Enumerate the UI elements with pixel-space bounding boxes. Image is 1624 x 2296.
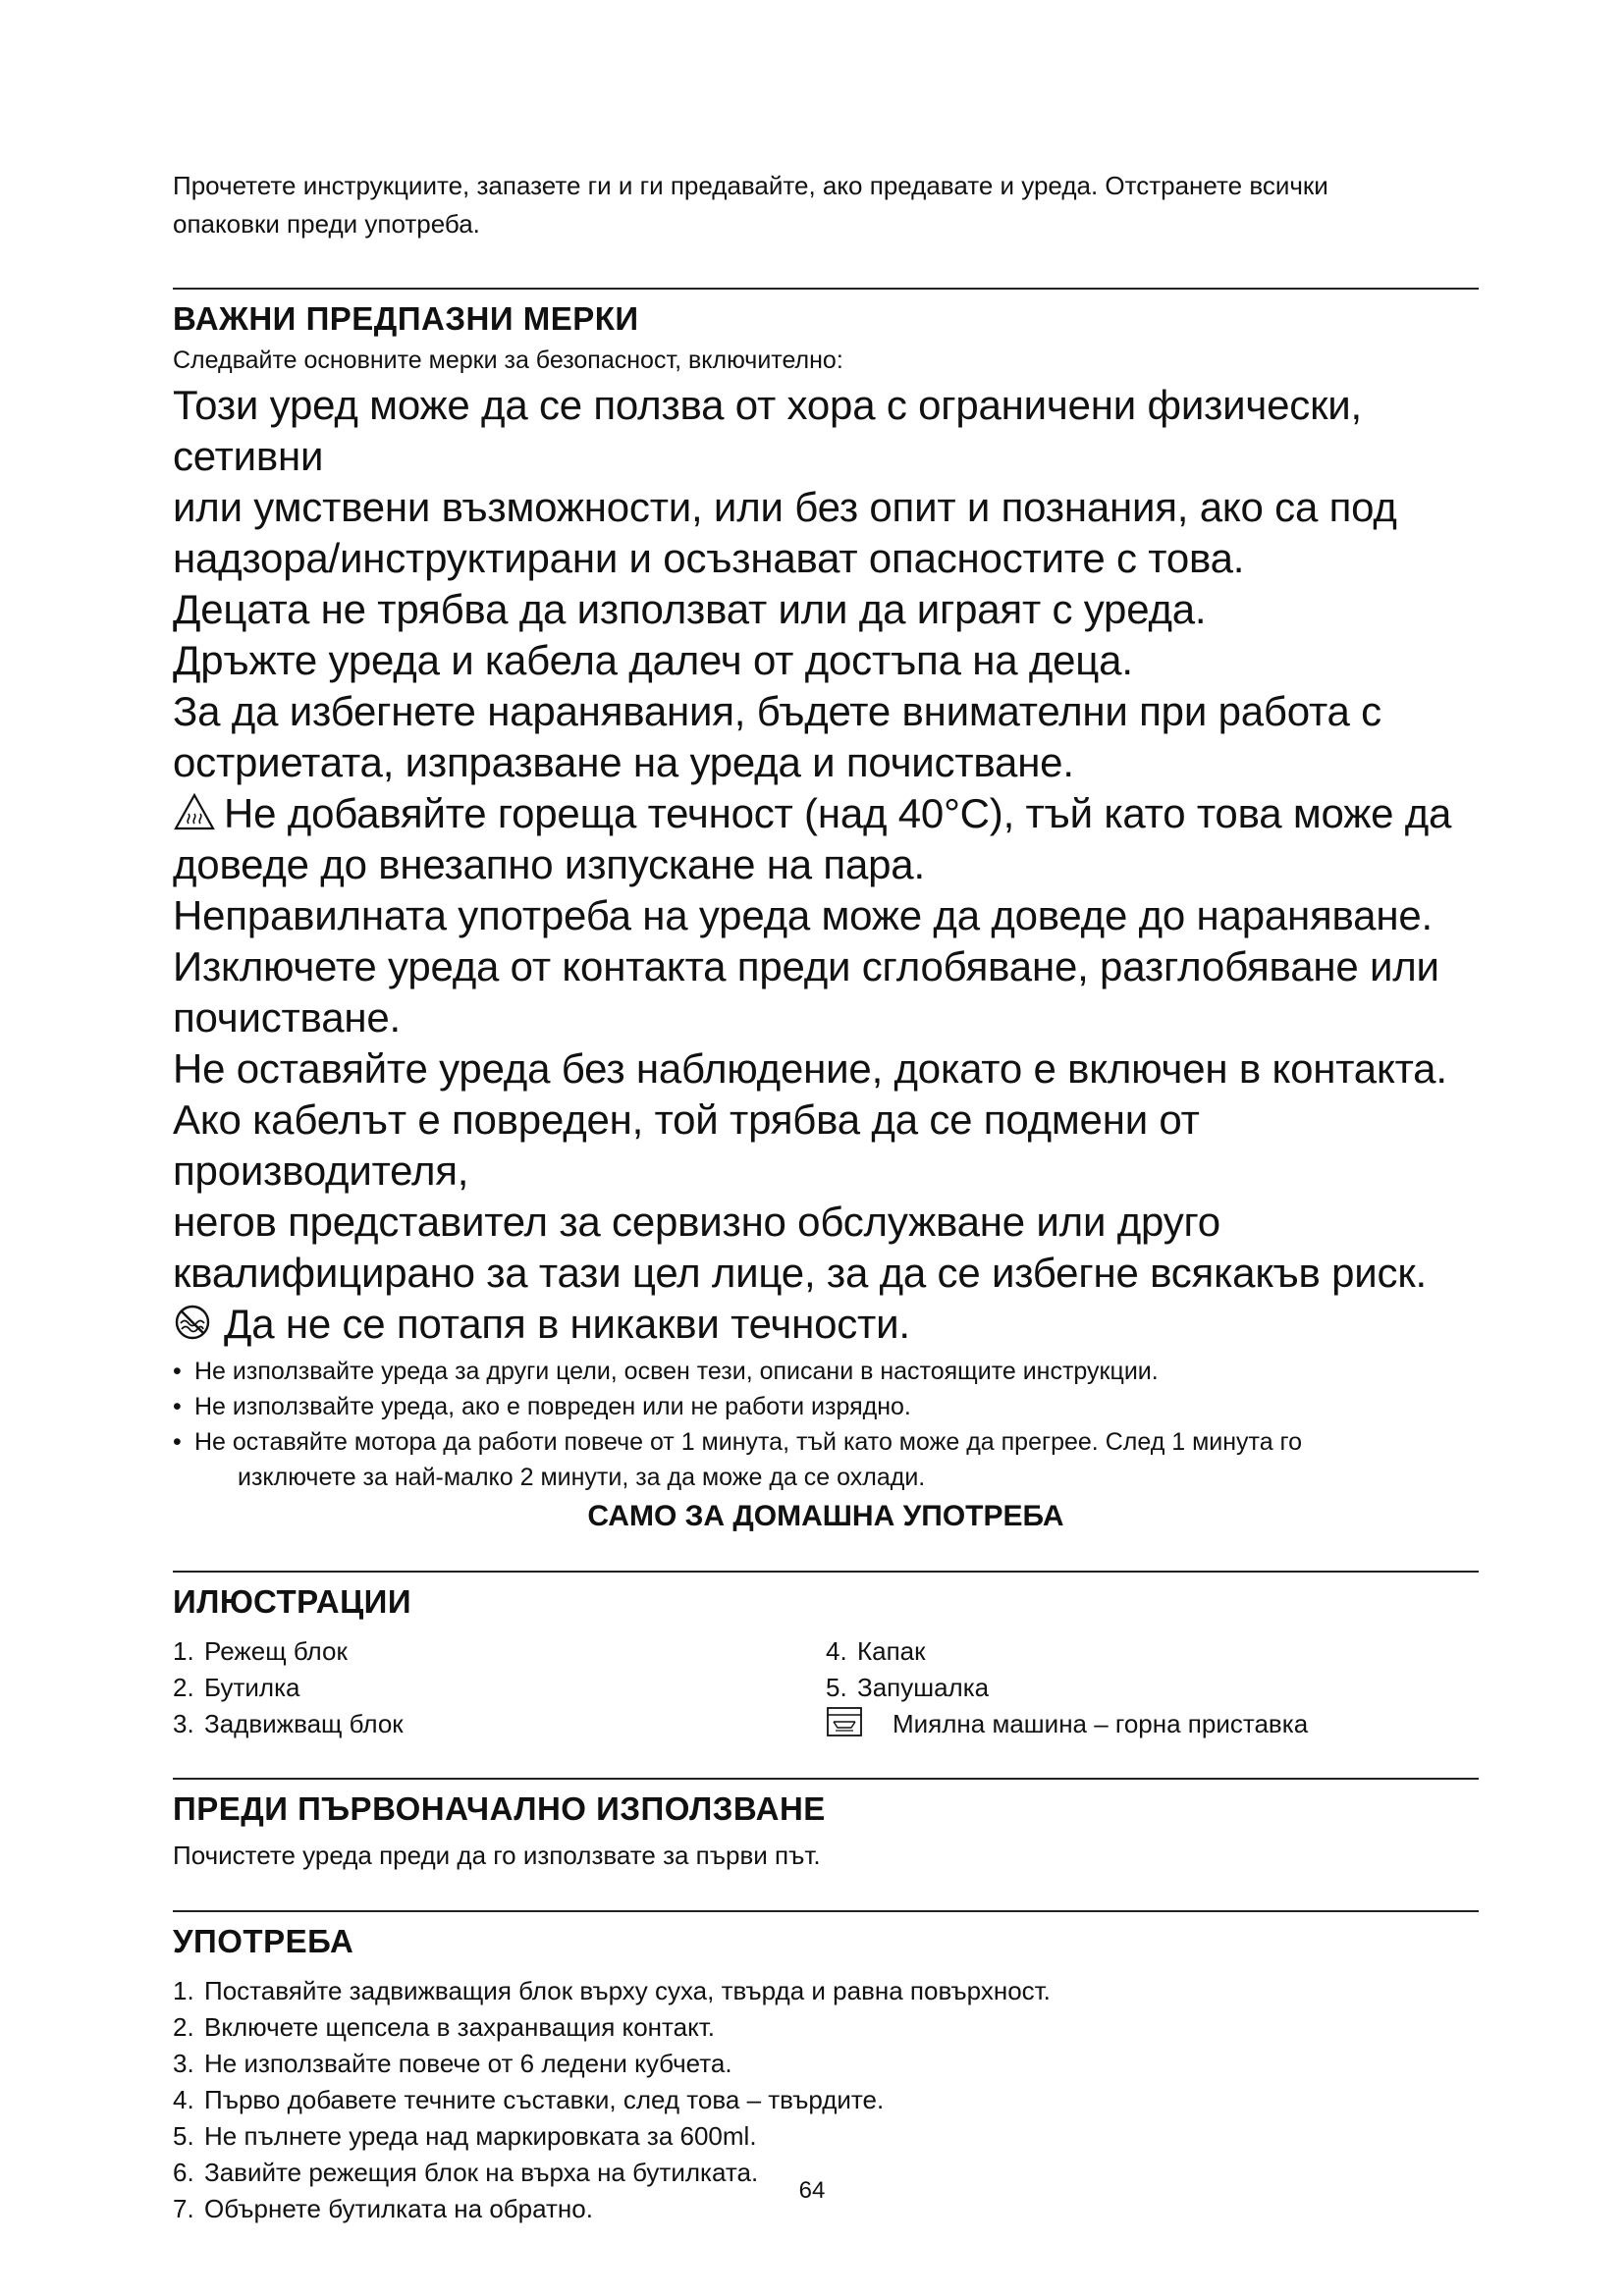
section-divider <box>173 1571 1479 1573</box>
warning-line: Децата не трябва да използват или да играят с уреда. <box>173 586 1207 632</box>
illustrations-heading: ИЛЮСТРАЦИИ <box>173 1583 412 1620</box>
list-item <box>173 2009 1479 2046</box>
list-item: • Не оставяйте мотора да работи повече от 1 минута, тъй като може да прегрее. След 1 минута го <box>173 1424 1479 1460</box>
step-text: Първо добавете течните съставки, след това – твърдите. <box>204 2085 885 2114</box>
list-item <box>173 1633 826 1670</box>
warning-line: или умствени възможности, или без опит и познания, ако са под <box>173 484 1397 530</box>
page-number: 64 <box>798 2177 826 2204</box>
step-number: 1. <box>173 1976 194 2005</box>
step-text: Поставяйте задвижващия блок върху суха, твърда и равна повърхност. <box>204 1976 1051 2005</box>
section-divider <box>173 1910 1479 1912</box>
intro-paragraph <box>173 167 1479 243</box>
item-label: Бутилка <box>204 1673 300 1702</box>
warning-line: Този уред може да се ползва от хора с ограничени физически, сетивни <box>173 382 1362 479</box>
warning-line: почистване. <box>173 994 401 1041</box>
safety-subtitle: Следвайте основните мерки за безопасност, включително: <box>173 347 843 374</box>
warning-line: надзора/инструктирани и осъзнават опасностите с това. <box>173 535 1245 581</box>
intro-line: Прочетете инструкциите, запазете ги и ги предавайте, ако предавате и уреда. Отстранете всички <box>173 171 1328 200</box>
list-item-continuation: изключете за най-малко 2 минути, за да може да се охлади. <box>238 1464 926 1491</box>
illustrations-list <box>173 1633 1479 1742</box>
section-divider <box>173 288 1479 290</box>
list-item <box>173 2082 1479 2118</box>
document-page <box>173 167 1479 2227</box>
warning-line: Не оставяйте уреда без наблюдение, докато е включен в контакта. <box>173 1045 1447 1092</box>
step-text: Обърнете бутилката на обратно. <box>204 2194 593 2223</box>
dishwasher-note <box>826 1706 1479 1742</box>
step-text: Включете щепсела в захранващия контакт. <box>204 2012 716 2042</box>
step-text: Не пълнете уреда над маркировката за 600ml. <box>204 2121 757 2151</box>
step-number: 7. <box>173 2194 194 2223</box>
warning-line-immerse <box>173 1299 1479 1350</box>
item-number: 5. <box>826 1673 847 1702</box>
warning-line-hot-liquid <box>173 788 1479 839</box>
usage-heading: УПОТРЕБА <box>173 1923 354 1959</box>
do-not-immerse-icon <box>173 1303 216 1342</box>
step-number: 4. <box>173 2085 194 2114</box>
item-number: 3. <box>173 1709 194 1738</box>
warning-line: За да избегнете наранявания, бъдете внимателни при работа с <box>173 688 1381 734</box>
step-text: Не използвайте повече от 6 ледени кубчета. <box>204 2049 732 2078</box>
warning-line: негов представител за сервизно обслужване или друго <box>173 1199 1220 1245</box>
safety-bullet-list <box>173 1354 1479 1495</box>
before-first-use-text: Почистете уреда преди да го използвате за първи път. <box>173 1841 821 1870</box>
list-item <box>173 1706 826 1742</box>
step-text: Завийте режещия блок на върха на бутилката. <box>204 2158 759 2187</box>
warning-line: доведе до внезапно изпускане на пара. <box>173 841 925 887</box>
warning-text: Да не се потапя в никакви течности. <box>224 1301 910 1347</box>
warning-line: Ако кабелът е повреден, той трябва да се подмени от производителя, <box>173 1096 1200 1194</box>
list-item <box>826 1633 1479 1670</box>
home-use-notice: САМО ЗА ДОМАШНА УПОТРЕБА <box>587 1500 1064 1532</box>
step-number: 3. <box>173 2049 194 2078</box>
step-number: 2. <box>173 2012 194 2042</box>
list-item: • Не използвайте уреда за други цели, освен тези, описани в настоящите инструкции. <box>173 1354 1479 1389</box>
warning-text: Не добавяйте гореща течност (над 40°C), тъй като това може да <box>224 790 1452 836</box>
safety-heading: ВАЖНИ ПРЕДПАЗНИ МЕРКИ <box>173 300 639 337</box>
step-number: 6. <box>173 2158 194 2187</box>
list-item <box>173 2046 1479 2082</box>
list-item: • Не използвайте уреда, ако е повреден или не работи изрядно. <box>173 1389 1479 1424</box>
item-label: Задвижващ блок <box>204 1709 404 1738</box>
warning-line: остриетата, изпразване на уреда и почистване. <box>173 739 1074 785</box>
list-item <box>173 1973 1479 2009</box>
step-number: 5. <box>173 2121 194 2151</box>
item-number: 4. <box>826 1636 847 1666</box>
item-label: Капак <box>857 1636 926 1666</box>
illustrations-column-left <box>173 1633 826 1742</box>
dishwasher-icon <box>826 1706 863 1737</box>
warning-line: Неправилната употреба на уреда може да доведе до нараняване. <box>173 892 1433 938</box>
section-divider <box>173 1778 1479 1780</box>
warning-line: квалифицирано за тази цел лице, за да се избегне всякакъв риск. <box>173 1250 1427 1296</box>
intro-line: опаковки преди употреба. <box>173 209 480 239</box>
dishwasher-label: Миялна машина – горна приставка <box>893 1709 1309 1738</box>
list-item <box>826 1670 1479 1706</box>
illustrations-column-right <box>826 1633 1479 1742</box>
item-label: Запушалка <box>857 1673 990 1702</box>
item-number: 1. <box>173 1636 194 1666</box>
item-label: Режещ блок <box>204 1636 348 1666</box>
hot-steam-warning-icon <box>173 792 216 831</box>
safety-warnings <box>173 380 1479 1350</box>
before-first-use-heading: ПРЕДИ ПЪРВОНАЧАЛНО ИЗПОЛЗВАНЕ <box>173 1790 826 1827</box>
list-item <box>173 1670 826 1706</box>
warning-line: Дръжте уреда и кабела далеч от достъпа на деца. <box>173 637 1133 683</box>
item-number: 2. <box>173 1673 194 1702</box>
list-item <box>173 2118 1479 2155</box>
warning-line: Изключете уреда от контакта преди сглобяване, разглобяване или <box>173 943 1439 989</box>
